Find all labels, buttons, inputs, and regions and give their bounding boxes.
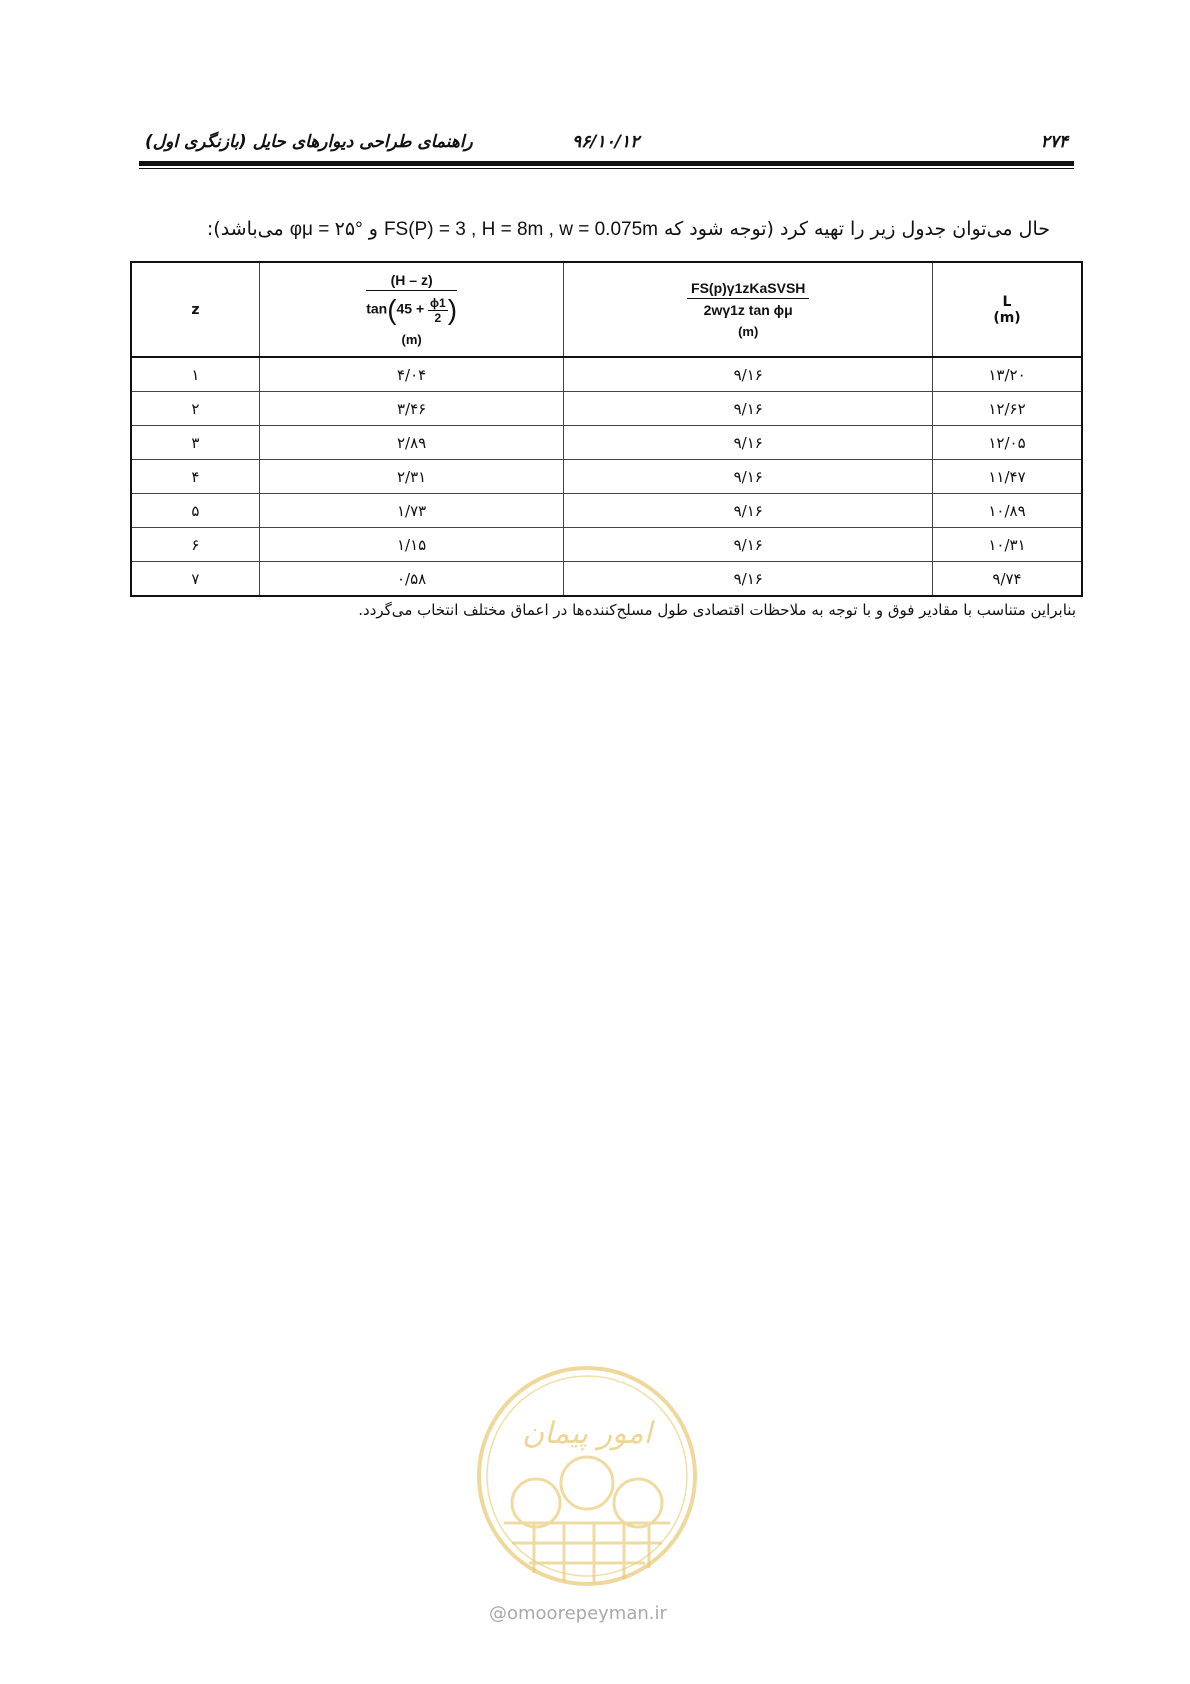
paren-close: )	[447, 294, 458, 325]
watermark-url-text: omoorepeyman.ir	[507, 1603, 667, 1624]
cell-a: ۴/۰۴	[259, 357, 564, 392]
cell-z: ۴	[131, 460, 259, 494]
intro-connector: و	[368, 218, 378, 240]
reinforcement-length-table	[130, 261, 1083, 597]
header-l-unit: (m)	[993, 309, 1021, 326]
header-date: ۹۶/۱۰/۱۲	[572, 132, 640, 152]
cell-l: ۱۱/۴۷	[933, 460, 1082, 494]
header-a-numerator: (H – z)	[366, 272, 457, 291]
intro-text-before: حال می‌توان جدول زیر را تهیه کرد (توجه شود که	[664, 218, 1050, 240]
two: 2	[434, 310, 442, 325]
phi-1: ϕ1	[430, 295, 446, 310]
header-b-numerator: FS(p)γ1zKaSVSH	[687, 280, 809, 299]
at-icon: @	[489, 1603, 507, 1624]
table-row	[131, 460, 1082, 494]
cell-z: ۵	[131, 494, 259, 528]
header-col-b	[564, 262, 933, 357]
cell-b: ۹/۱۶	[564, 357, 933, 392]
cell-l: ۱۰/۸۹	[933, 494, 1082, 528]
cell-l: ۱۰/۳۱	[933, 528, 1082, 562]
cell-z: ۲	[131, 392, 259, 426]
header-b-fraction	[687, 280, 809, 318]
cell-z: ۳	[131, 426, 259, 460]
table-row	[131, 528, 1082, 562]
cell-z: ۶	[131, 528, 259, 562]
cell-z: ۱	[131, 357, 259, 392]
header-title: راهنمای طراحی دیوارهای حایل (بازنگری اول)	[145, 132, 473, 152]
header-l	[933, 262, 1082, 357]
table-header-row	[131, 262, 1082, 357]
watermark-url	[489, 1603, 699, 1624]
page-header	[139, 128, 1074, 158]
cell-b: ۹/۱۶	[564, 562, 933, 597]
header-a-45: 45 +	[396, 300, 425, 317]
header-rule-thick	[139, 161, 1074, 166]
header-b-denominator: 2wγ1z tan ϕμ	[703, 302, 793, 318]
cell-a: ۱/۷۳	[259, 494, 564, 528]
cell-b: ۹/۱۶	[564, 426, 933, 460]
cell-l: ۱۲/۶۲	[933, 392, 1082, 426]
conclusion-text: بنابراین متناسب با مقادیر فوق و با توجه به ملاحظات اقتصادی طول مسلح‌کننده‌ها در اعماق مختلف انتخاب می‌گردد.	[358, 601, 1076, 619]
phi-over-two	[428, 296, 448, 325]
tan-label: tan	[366, 300, 388, 317]
header-b-unit: (m)	[738, 324, 759, 339]
cell-a: ۲/۳۱	[259, 460, 564, 494]
paren-open: (	[387, 294, 397, 325]
watermark-logo	[474, 1363, 700, 1589]
cell-l: ۱۳/۲۰	[933, 357, 1082, 392]
cell-a: ۰/۵۸	[259, 562, 564, 597]
logo-text: امور پیمان	[522, 1416, 652, 1451]
table-row	[131, 494, 1082, 528]
header-a-denominator	[366, 291, 457, 326]
intro-paragraph	[170, 218, 1050, 241]
page-number: ۲۷۴	[1040, 132, 1068, 152]
cell-b: ۹/۱۶	[564, 460, 933, 494]
cell-l: ۱۲/۰۵	[933, 426, 1082, 460]
header-a-fraction	[366, 272, 457, 326]
table-row	[131, 392, 1082, 426]
header-l-label: L	[1002, 293, 1012, 310]
intro-phi: φμ = ۲۵°	[289, 219, 363, 240]
table-row	[131, 562, 1082, 597]
cell-b: ۹/۱۶	[564, 494, 933, 528]
cell-l: ۹/۷۴	[933, 562, 1082, 597]
header-a-unit: (m)	[401, 332, 422, 347]
cell-z: ۷	[131, 562, 259, 597]
cell-a: ۲/۸۹	[259, 426, 564, 460]
header-col-a	[259, 262, 564, 357]
header-z: z	[131, 262, 259, 357]
intro-parameters: FS(P) = 3 , H = 8m , w = 0.075m	[383, 219, 658, 240]
table-row	[131, 426, 1082, 460]
intro-text-after: می‌باشد):	[206, 218, 284, 240]
cell-b: ۹/۱۶	[564, 392, 933, 426]
header-rule-thin	[139, 168, 1074, 169]
cell-a: ۳/۴۶	[259, 392, 564, 426]
table-row	[131, 357, 1082, 392]
cell-a: ۱/۱۵	[259, 528, 564, 562]
cell-b: ۹/۱۶	[564, 528, 933, 562]
